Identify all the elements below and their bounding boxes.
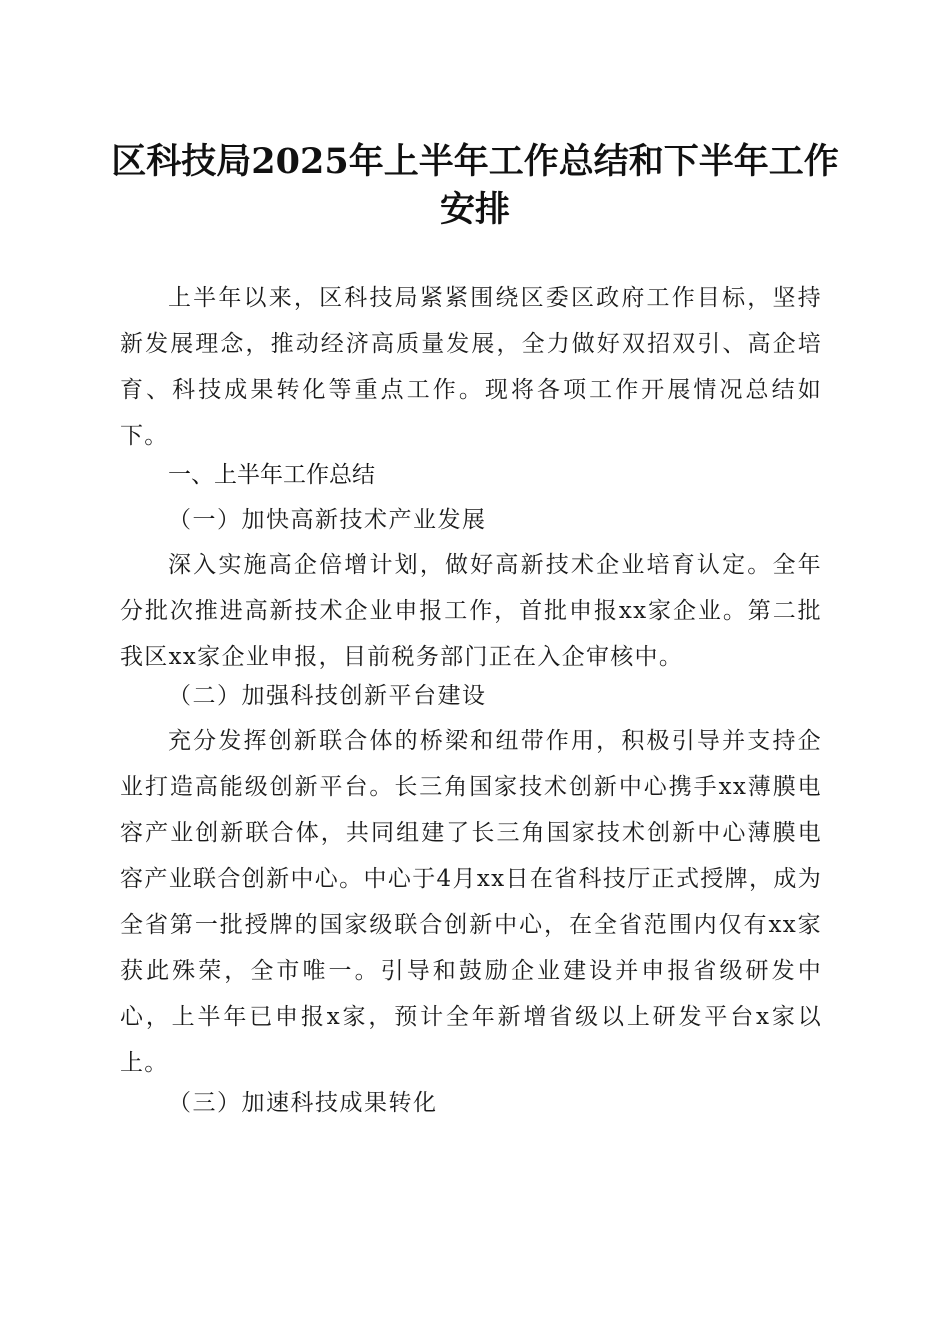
subsection-heading-innovation-platform: （二）加强科技创新平台建设 <box>168 683 487 709</box>
document-title: 区科技局2025年上半年工作总结和下半年工作安排 <box>111 141 839 230</box>
intro-paragraph: 上半年以来，区科技局紧紧围绕区委区政府工作目标，坚持新发展理念，推动经济高质量发展，全力做好双招双引、高企培育、科技成果转化等重点工作。现将各项工作开展情况总结如下。 <box>120 285 822 449</box>
subsection-heading-high-tech-industry: （一）加快高新技术产业发展 <box>168 507 487 533</box>
section-heading-first-half-summary: 一、上半年工作总结 <box>168 462 375 488</box>
paragraph-innovation-platform: 充分发挥创新联合体的桥梁和纽带作用，积极引导并支持企业打造高能级创新平台。长三角国家技术创新中心携手xx薄膜电容产业创新联合体，共同组建了长三角国家技术创新中心薄膜电容产业联合创新中心。中心于4月xx日在省科技厅正式授牌，成为全省第一批授牌的国家级联合创新中心，在全省范围内仅有xx家获此殊荣，全市唯一。引导和鼓励企业建设并申报省级研发中心，上半年已申报x家，预计全年新增省级以上研发平台x家以上。 <box>120 728 822 1076</box>
subsection-heading-tech-transfer: （三）加速科技成果转化 <box>168 1090 438 1116</box>
paragraph-high-tech-industry: 深入实施高企倍增计划，做好高新技术企业培育认定。全年分批次推进高新技术企业申报工作，首批申报xx家企业。第二批我区xx家企业申报，目前税务部门正在入企审核中。 <box>120 552 822 670</box>
